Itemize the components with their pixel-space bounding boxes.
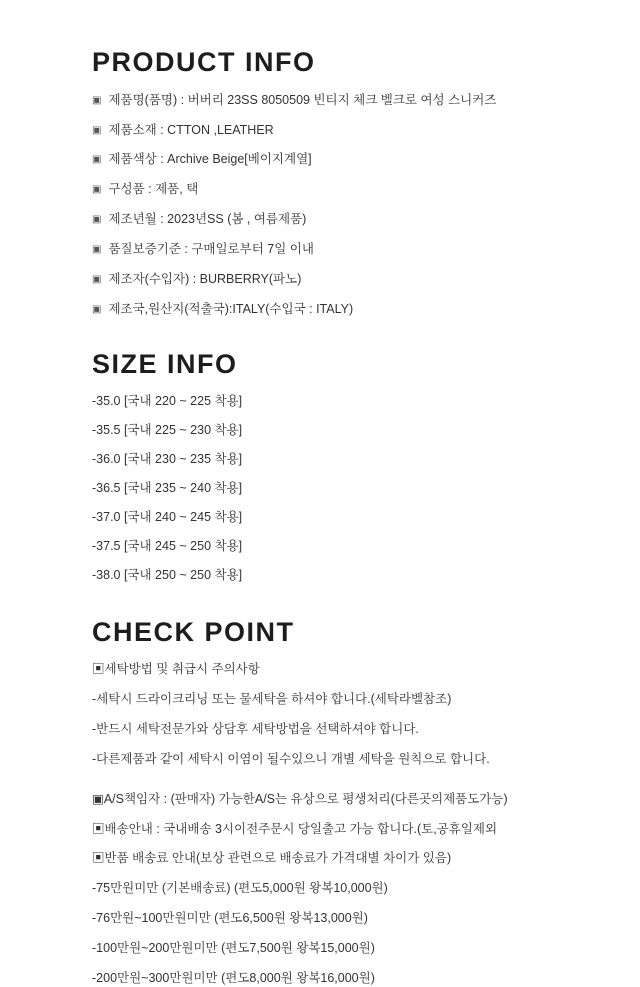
section-spacer xyxy=(92,781,580,791)
square-bullet-icon: ▣ xyxy=(92,184,102,196)
list-item: -38.0 [국내 250 ~ 250 착용] xyxy=(92,567,243,582)
square-bullet-icon: ▣ xyxy=(92,154,102,166)
list-item-text: 제품명(품명) : 버버리 23SS 8050509 빈티지 체크 벨크로 여성 스니커즈 xyxy=(108,92,497,107)
check-point-list-shipping xyxy=(92,791,580,987)
list-item xyxy=(92,880,580,897)
size-info-heading: SIZE INFO xyxy=(92,348,238,379)
list-item xyxy=(92,271,580,288)
list-item-text: 구성품 : 제품, 택 xyxy=(108,182,199,197)
list-item-text: 반드시 세탁전문가와 상담후 세탁방법을 선택하셔야 합니다. xyxy=(96,721,419,736)
square-bullet-icon: ▣ xyxy=(92,791,104,806)
dash-bullet-icon: - xyxy=(92,911,97,926)
square-bullet-icon: ▣ xyxy=(92,244,102,256)
list-item xyxy=(92,301,580,318)
list-item xyxy=(92,970,580,987)
list-item xyxy=(92,211,580,228)
dash-bullet-icon: - xyxy=(92,970,97,985)
list-item xyxy=(92,751,580,768)
list-item xyxy=(92,241,580,258)
list-item-text: 제품소재 : CTTON ,LEATHER xyxy=(108,122,274,137)
list-item: -35.0 [국내 220 ~ 225 착용] xyxy=(92,394,243,409)
product-info-heading: PRODUCT INFO xyxy=(92,47,316,77)
list-item xyxy=(92,122,580,139)
dash-bullet-icon: - xyxy=(92,692,97,707)
product-info-list xyxy=(92,92,580,318)
list-item-text: 제조년월 : 2023년SS (봄 , 여름제품) xyxy=(108,212,307,227)
square-bullet-icon: ▣ xyxy=(92,214,102,226)
list-item xyxy=(92,850,580,867)
list-item xyxy=(92,791,580,808)
list-item-text: 배송안내 : 국내배송 3시이전주문시 당일출고 가능 합니다.(토,공휴일제외 xyxy=(104,821,498,836)
list-item-text: 75만원미만 (기본배송료) (편도5,000원 왕복10,000원) xyxy=(96,881,388,896)
square-bullet-icon: ▣ xyxy=(92,662,105,677)
square-bullet-icon: ▣ xyxy=(92,821,105,836)
square-bullet-icon: ▣ xyxy=(92,124,102,136)
list-item xyxy=(92,181,580,198)
square-bullet-icon: ▣ xyxy=(92,94,102,106)
square-bullet-icon: ▣ xyxy=(92,273,102,285)
list-item-text: 세탁방법 및 취급시 주의사항 xyxy=(104,662,260,677)
list-item xyxy=(92,92,580,109)
list-item xyxy=(92,151,580,168)
dash-bullet-icon: - xyxy=(92,941,97,956)
check-point-list-washing xyxy=(92,661,580,768)
list-item-text: 제조국,원산지(적출국):ITALY(수입국 : ITALY) xyxy=(108,301,354,316)
list-item xyxy=(92,691,580,708)
dash-bullet-icon: - xyxy=(92,881,97,896)
list-item: -35.5 [국내 225 ~ 230 착용] xyxy=(92,423,243,438)
list-item xyxy=(92,661,580,678)
list-item-text: 200만원~300만원미만 (편도8,000원 왕복16,000원) xyxy=(96,970,375,985)
list-item: -36.5 [국내 235 ~ 240 착용] xyxy=(92,481,243,495)
dash-bullet-icon: - xyxy=(92,721,97,736)
square-bullet-icon: ▣ xyxy=(92,851,105,866)
list-item xyxy=(92,940,580,957)
list-item-text: 100만원~200만원미만 (편도7,500원 왕복15,000원) xyxy=(96,941,375,956)
list-item: -37.5 [국내 245 ~ 250 착용] xyxy=(92,538,243,553)
list-item-text: 반품 배송료 안내(보상 관련으로 배송료가 가격대별 차이가 있음) xyxy=(104,851,452,866)
list-item-text: 품질보증기준 : 구매일로부터 7일 이내 xyxy=(108,242,314,257)
square-bullet-icon: ▣ xyxy=(92,303,102,315)
check-point-heading: CHECK POINT xyxy=(92,616,295,647)
dash-bullet-icon: - xyxy=(92,751,97,766)
list-item: -37.0 [국내 240 ~ 245 착용] xyxy=(92,509,243,524)
list-item xyxy=(92,721,580,738)
list-item-text: A/S책임자 : (판매자) 가능한A/S는 유상으로 평생처리(다른곳의제품도가능) xyxy=(103,791,508,806)
list-item xyxy=(92,910,580,927)
list-item: -36.0 [국내 230 ~ 235 착용] xyxy=(92,452,243,467)
list-item-text: 제품색상 : Archive Beige[베이지계열] xyxy=(108,152,312,167)
list-item-text: 76만원~100만원미만 (편도6,500원 왕복13,000원) xyxy=(96,911,368,926)
list-item-text: 다른제품과 같이 세탁시 이염이 될수있으니 개별 세탁을 원칙으로 합니다. xyxy=(96,751,490,766)
list-item-text: 세탁시 드라이크리닝 또는 물세탁을 하셔야 합니다.(세탁라벨참조) xyxy=(96,692,452,707)
list-item-text: 제조자(수입자) : BURBERRY(파노) xyxy=(108,271,302,286)
list-item xyxy=(92,821,580,838)
size-info-list xyxy=(92,393,580,583)
